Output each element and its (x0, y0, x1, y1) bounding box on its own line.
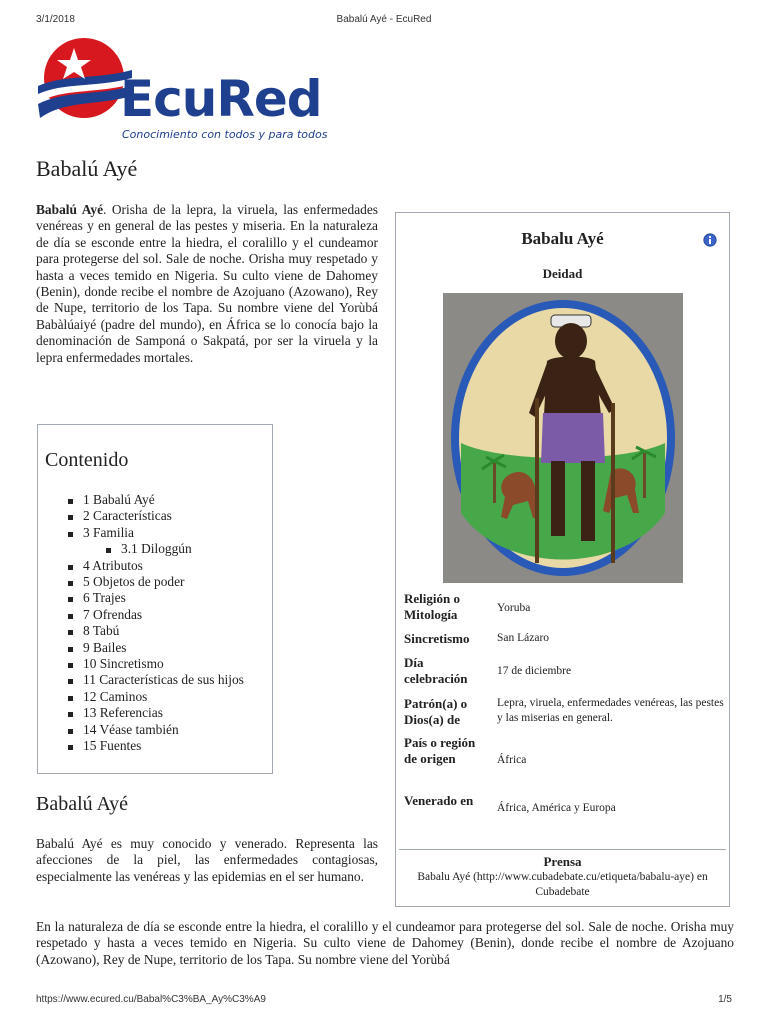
infobox-row (396, 696, 729, 732)
toc-item[interactable]: 2 Características (68, 508, 273, 524)
print-page-number: 1/5 (718, 994, 732, 1005)
infobox-label: País o región de origen (404, 735, 476, 766)
logo-wordmark: EcuRed (120, 70, 322, 128)
page-title: Babalú Ayé (36, 156, 138, 181)
infobox-row (396, 591, 729, 627)
babalu-aye-portrait-image (443, 293, 683, 583)
infobox-label: Venerado en (404, 793, 474, 808)
infobox-value: África (497, 754, 527, 766)
toc-item[interactable]: 10 Sincretismo (68, 656, 273, 672)
logo-tagline: Conocimiento con todos y para todos (122, 128, 328, 141)
infobox-type: Deidad (542, 266, 583, 281)
infobox-value: 17 de diciembre (497, 665, 572, 677)
infobox-row (396, 793, 729, 829)
toc-item[interactable]: 9 Bailes (68, 640, 273, 656)
infobox-value: África, América y Europa (497, 802, 616, 814)
prensa-link[interactable]: Babalu Ayé (http://www.cubadebate.cu/etiqueta/babalu-aye) en Cubadebate (417, 871, 708, 898)
ecured-logo[interactable] (36, 34, 356, 146)
table-of-contents (37, 424, 273, 774)
toc-item[interactable]: 4 Atributos (68, 558, 273, 574)
print-header (0, 14, 768, 30)
infobox-value: San Lázaro (497, 632, 550, 644)
infobox-value: Yoruba (497, 602, 531, 614)
infobox-row (396, 735, 729, 787)
toc-item[interactable]: 6 Trajes (68, 590, 273, 606)
infobox-prensa (399, 849, 726, 904)
toc-item[interactable]: 15 Fuentes (68, 738, 273, 754)
toc-item[interactable]: 1 Babalú Ayé (68, 492, 273, 508)
infobox (395, 212, 730, 907)
section-heading: Babalú Ayé (36, 793, 129, 815)
infobox-label: Día celebración (404, 655, 468, 686)
infobox-title: Babalu Ayé (521, 229, 604, 248)
section-paragraph: En la naturaleza de día se esconde entre la hiedra, el coralillo y el cundeamor para protegerse del sol. Sale de noche. Orisha muy respetado y hasta a veces temido en Nigeria. Su culto viene de Dahomey (Benin), donde recibe el nombre de Azojuano (Azowano), Rey de Nupe, territorio de los Tapa. Su nombre viene del Yorùbá (36, 919, 734, 967)
toc-item[interactable]: 11 Características de sus hijos (68, 672, 273, 688)
toc-item[interactable]: 12 Caminos (68, 689, 273, 705)
info-icon[interactable] (703, 233, 717, 247)
intro-bold-term: Babalú Ayé (36, 202, 104, 217)
section-paragraph: Babalú Ayé es muy conocido y venerado. Representa las afecciones de la piel, las enfermedades contagiosas, especialmente las venéreas y las epidemias en el ser humano. (36, 836, 378, 884)
toc-title: Contenido (45, 449, 129, 471)
toc-item[interactable]: 14 Véase también (68, 722, 273, 738)
infobox-label: Patrón(a) o Dios(a) de (404, 696, 468, 727)
intro-text: . Orisha de la lepra, la viruela, las enfermedades venéreas y en general de las pestes y miseria. En la naturaleza de día se esconde entre la hiedra, el coralillo y el cundeamor para protegerse del sol. Sale de noche. Orisha muy respetado y hasta a veces temido en Nigeria. Su culto viene de Dahomey (Benin), donde recibe el nombre de Azojuano (Azowano), Rey de Nupe, territorio de los Tapa. Su nombre viene del Yorùbá Babàlúaiyé (padre del mundo), en África se lo conocía bajo la denominación de Samponá o Sakpatá, por ser la viruela y la lepra enfermedades mortales. (36, 202, 378, 365)
toc-list (68, 492, 273, 755)
infobox-row (396, 655, 729, 691)
infobox-row (396, 631, 729, 651)
cuban-flag-emblem-icon (36, 34, 132, 130)
infobox-value: Lepra, viruela, enfermedades venéreas, las pestes y las miserias en general. (497, 697, 724, 724)
toc-item[interactable]: 3 Familia (68, 525, 273, 541)
infobox-label: Sincretismo (404, 631, 470, 646)
toc-subitem[interactable]: 3.1 Diloggún (106, 541, 273, 557)
toc-item[interactable]: 7 Ofrendas (68, 607, 273, 623)
print-url: https://www.ecured.cu/Babal%C3%BA_Ay%C3%A9 (36, 994, 266, 1005)
print-footer (0, 994, 768, 1010)
print-date: 3/1/2018 (36, 14, 75, 25)
toc-item[interactable]: 5 Objetos de poder (68, 574, 273, 590)
print-title: Babalú Ayé - EcuRed (336, 14, 432, 25)
infobox-label: Religión o Mitología (404, 591, 460, 622)
prensa-heading: Prensa (543, 854, 582, 869)
intro-paragraph (36, 202, 378, 366)
toc-item[interactable]: 8 Tabú (68, 623, 273, 639)
toc-item[interactable]: 13 Referencias (68, 705, 273, 721)
